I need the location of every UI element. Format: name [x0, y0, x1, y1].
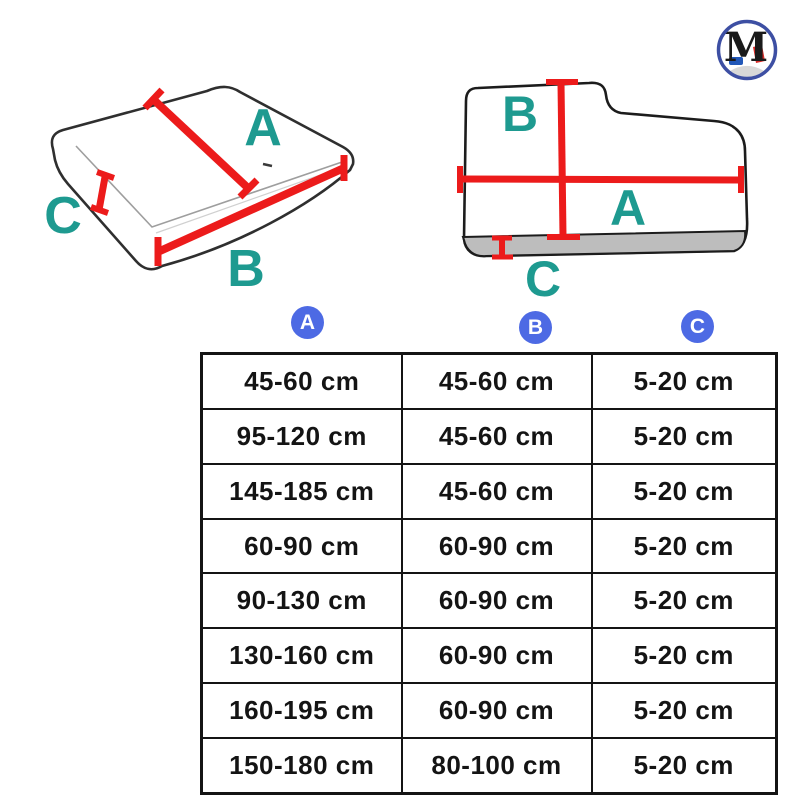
brand-logo-icon [719, 22, 776, 79]
cushion-outline [52, 87, 353, 269]
size-cell: 90-130 cm [202, 573, 402, 628]
size-cell: 5-20 cm [592, 573, 777, 628]
size-cell: 5-20 cm [592, 519, 777, 574]
table-row [202, 409, 777, 464]
measurement-diagrams [0, 0, 800, 310]
size-cell: 5-20 cm [592, 354, 777, 410]
size-cell: 5-20 cm [592, 628, 777, 683]
size-cell: 60-90 cm [402, 573, 592, 628]
cushion-label-c: C [44, 187, 82, 245]
table-row [202, 683, 777, 738]
measure-line-a-right [460, 179, 741, 180]
cushion-diagram [44, 87, 353, 298]
lshape-label-a: A [609, 180, 647, 236]
lshape-label-b: B [501, 86, 539, 142]
size-cell: 145-185 cm [202, 464, 402, 519]
size-table [200, 352, 778, 795]
column-badge-c: C [681, 310, 714, 343]
table-row [202, 738, 777, 794]
size-cell: 5-20 cm [592, 683, 777, 738]
size-cell: 60-90 cm [402, 519, 592, 574]
table-row [202, 354, 777, 410]
column-badge-b: B [519, 311, 552, 344]
size-cell: 5-20 cm [592, 738, 777, 794]
size-cell: 45-60 cm [402, 409, 592, 464]
size-cell: 45-60 cm [402, 354, 592, 410]
size-cell: 80-100 cm [402, 738, 592, 794]
size-cell: 5-20 cm [592, 464, 777, 519]
size-table-body [202, 354, 777, 794]
lshape-label-c: C [524, 251, 562, 307]
size-cell: 45-60 cm [402, 464, 592, 519]
size-cell: 60-90 cm [402, 628, 592, 683]
column-badge-a: A [291, 306, 324, 339]
size-cell: 60-90 cm [202, 519, 402, 574]
size-cell: 45-60 cm [202, 354, 402, 410]
lshape-diagram [460, 82, 747, 307]
size-cell: 5-20 cm [592, 409, 777, 464]
size-cell: 150-180 cm [202, 738, 402, 794]
size-cell: 60-90 cm [402, 683, 592, 738]
measure-line-b-right [561, 83, 563, 236]
cushion-label-b: B [227, 240, 265, 298]
table-row [202, 628, 777, 683]
table-row [202, 519, 777, 574]
table-row [202, 464, 777, 519]
logo-letter: M [723, 24, 769, 71]
size-cell: 95-120 cm [202, 409, 402, 464]
size-cell: 160-195 cm [202, 683, 402, 738]
table-row [202, 573, 777, 628]
cushion-label-a: A [244, 99, 282, 157]
size-cell: 130-160 cm [202, 628, 402, 683]
